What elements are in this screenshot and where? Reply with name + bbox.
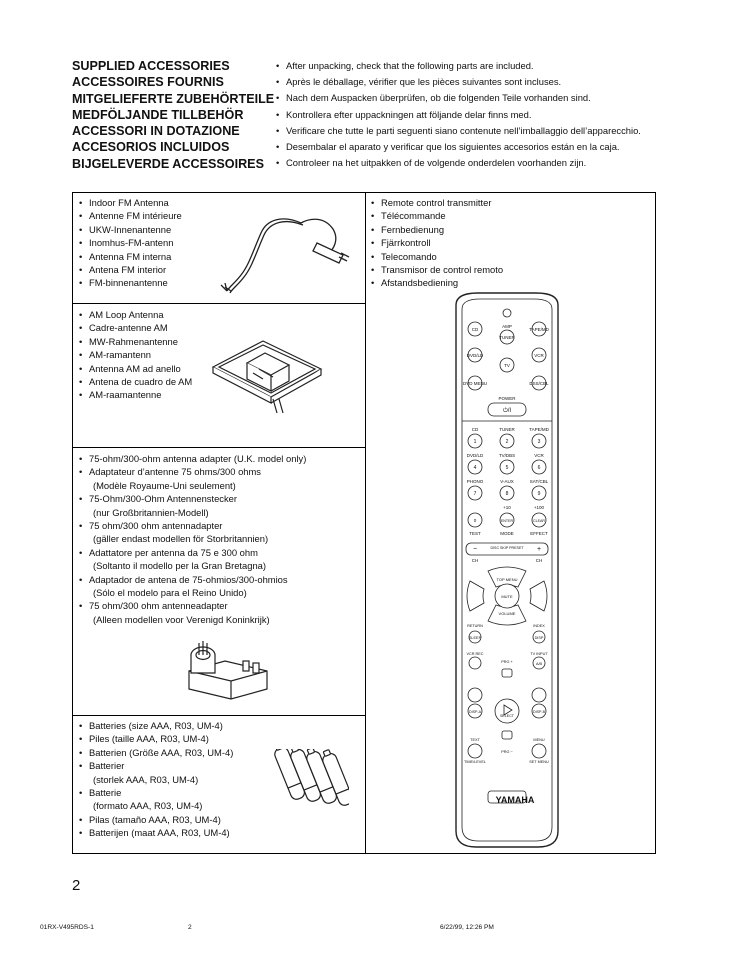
list-item: • AM-ramantenn xyxy=(79,349,152,361)
list-item: • AM-raamantenne xyxy=(79,389,162,401)
remote-label: A/B xyxy=(535,662,543,666)
fm-antenna-list xyxy=(79,196,182,290)
remote-label: INDEX xyxy=(533,624,545,628)
indicator-icon xyxy=(503,309,511,317)
list-item: • Antenne FM intérieure xyxy=(79,210,182,222)
remote-label: EFFECT xyxy=(530,531,548,536)
page-number: 2 xyxy=(72,877,81,894)
list-item: (nur Großbritannien-Modell) xyxy=(93,506,209,518)
list-item: • Batteries (size AAA, R03, UM-4) xyxy=(79,720,223,731)
list-item: (Sólo el modelo para el Reino Unido) xyxy=(93,587,247,599)
section-titles xyxy=(72,58,282,172)
list-item: • Indoor FM Antenna xyxy=(79,197,169,208)
list-item: • Antena de cuadro de AM xyxy=(79,376,193,388)
remote-label: DISP xyxy=(534,636,544,640)
list-item: • Fjärrkontroll xyxy=(371,237,431,249)
list-item: • Antenna FM interna xyxy=(79,250,172,262)
remote-label: VCR REC xyxy=(466,652,484,656)
remote-label: PRG − xyxy=(501,750,513,754)
list-item: • Cadre-antenne AM xyxy=(79,322,168,334)
remote-label: PRG + xyxy=(501,660,513,664)
list-item: • Remote control transmitter xyxy=(371,197,492,208)
intro-item: • Kontrollera efter uppackningen att följande delar finns med. xyxy=(276,108,532,120)
remote-key: 1 xyxy=(473,439,477,445)
remote-label: DISP-A xyxy=(469,710,481,714)
remote-label: TAPE/MD xyxy=(529,427,549,432)
remote-label: TV/DBS xyxy=(498,453,516,458)
title-de: MITGELIEFERTE ZUBEHÖRTEILE xyxy=(72,91,275,106)
list-item: • Pilas (tamaño AAA, R03, UM-4) xyxy=(79,813,221,825)
fm-antenna-illustration xyxy=(213,205,353,295)
remote-label: V-AUX xyxy=(500,479,514,484)
remote-label: VCR xyxy=(534,353,544,358)
antenna-adapter-illustration xyxy=(181,633,273,701)
am-antenna-list xyxy=(79,308,192,402)
am-loop-antenna-illustration xyxy=(203,323,333,418)
remote-key: 7 xyxy=(473,491,477,497)
brand-logo: YAMAHA xyxy=(495,795,535,805)
remote-label: TV xyxy=(504,363,510,368)
remote-key: 3 xyxy=(537,439,541,445)
intro-item: • Desembalar el aparato y verificar que los siguientes accesorios están en la caja. xyxy=(276,141,620,153)
remote-label: DISP-B xyxy=(533,710,545,714)
list-item: • Batterien (Größe AAA, R03, UM-4) xyxy=(79,746,234,758)
row-divider xyxy=(73,447,365,448)
list-item: • AM Loop Antenna xyxy=(79,309,164,320)
list-item: (Alleen modellen voor Verenigd Koninkrijk) xyxy=(93,613,270,625)
remote-label: DISC SKIP PRESET xyxy=(490,546,524,550)
batteries-list xyxy=(79,719,233,840)
remote-list xyxy=(371,196,503,290)
list-item: • 75-ohm/300-ohm antenna adapter (U.K. model only) xyxy=(79,453,307,464)
remote-control-illustration xyxy=(448,291,566,851)
title-it: ACCESSORI IN DOTAZIONE xyxy=(72,124,240,139)
list-item: (storlek AAA, R03, UM-4) xyxy=(93,773,199,785)
list-item: • Telecomando xyxy=(371,250,437,262)
remote-label: CH xyxy=(535,558,543,563)
remote-key: 4 xyxy=(473,465,477,471)
remote-label: PHONO xyxy=(466,479,484,484)
remote-label: TEXT xyxy=(470,738,480,742)
title-fr: ACCESSOIRES FOURNIS xyxy=(72,75,224,90)
list-item: (Soltanto il modello per la Gran Bretagna) xyxy=(93,560,267,572)
list-item: • Transmisor de control remoto xyxy=(371,264,504,276)
remote-key: 6 xyxy=(537,465,541,471)
intro-item: • After unpacking, check that the following parts are included. xyxy=(276,60,534,71)
remote-label: TIME/LEVEL xyxy=(464,760,486,764)
list-item: • Afstandsbediening xyxy=(371,277,459,289)
remote-label: DVD/LD xyxy=(466,353,484,358)
remote-label: SELECT xyxy=(500,714,514,718)
remote-label: MUTE xyxy=(501,594,513,599)
list-item: (formato AAA, R03, UM-4) xyxy=(93,800,203,812)
remote-key: 8 xyxy=(505,491,509,497)
list-item: • FM-binnenantenne xyxy=(79,277,168,289)
list-item: • Adattatore per antenna da 75 e 300 ohm xyxy=(79,546,258,558)
remote-label: DVD/LD xyxy=(466,453,484,458)
list-item: • 75-Ohm/300-Ohm Antennenstecker xyxy=(79,493,237,505)
remote-label: +10 xyxy=(503,505,511,510)
list-item: • 75 ohm/300 ohm antennadapter xyxy=(79,520,223,532)
footer-page: 2 xyxy=(188,924,192,931)
remote-label: POWER xyxy=(498,396,516,401)
title-en: SUPPLIED ACCESSORIES xyxy=(72,59,230,73)
title-sv: MEDFÖLJANDE TILLBEHÖR xyxy=(72,107,244,122)
svg-text:−: − xyxy=(472,546,478,553)
svg-text:+: + xyxy=(536,546,542,553)
list-item: • Inomhus-FM-antenn xyxy=(79,237,174,249)
remote-key: 0 xyxy=(473,518,477,523)
remote-label: SAT/CBL xyxy=(529,479,549,484)
remote-label: DSS/CBL xyxy=(529,381,549,386)
remote-label: DVD MENU xyxy=(462,381,488,386)
intro-item: • Controleer na het uitpakken of de volgende onderdelen voorhanden zijn. xyxy=(276,157,587,169)
remote-key: 2 xyxy=(505,439,509,445)
remote-label: CH xyxy=(471,558,479,563)
remote-label: SET MENU xyxy=(529,760,549,764)
remote-label: CD xyxy=(471,427,479,432)
remote-label: AMP xyxy=(502,324,512,329)
remote-label: SLEEP xyxy=(468,636,482,640)
list-item: • Piles (taille AAA, R03, UM-4) xyxy=(79,733,209,745)
remote-label: +100 xyxy=(533,505,545,510)
intro-list xyxy=(276,58,676,171)
remote-label: VOLUME xyxy=(498,611,516,616)
list-item: • 75 ohm/300 ohm antenneadapter xyxy=(79,600,228,612)
intro-item: • Après le déballage, vérifier que les pièces suivantes sont incluses. xyxy=(276,76,562,88)
power-icon: ⏻/I xyxy=(502,408,512,414)
list-item: • Adaptateur d’antenne 75 ohms/300 ohms xyxy=(79,466,261,478)
remote-label: TOP MENU xyxy=(496,577,518,582)
list-item: • UKW-Innenantenne xyxy=(79,223,172,235)
row-divider xyxy=(73,303,365,304)
row-divider xyxy=(73,715,365,716)
remote-key: ENTER xyxy=(500,519,514,523)
remote-key: CLEAR xyxy=(533,519,545,523)
accessories-table xyxy=(72,192,656,854)
title-es: ACCESORIOS INCLUIDOS xyxy=(72,140,230,155)
list-item: • Télécommande xyxy=(371,210,446,222)
list-item: • Adaptador de antena de 75-ohmios/300-ohmios xyxy=(79,573,288,585)
remote-label: MODE xyxy=(500,531,514,536)
remote-label: RETURN xyxy=(467,624,483,628)
list-item: • Fernbedienung xyxy=(371,223,445,235)
batteries-illustration xyxy=(229,749,349,811)
remote-label: VCR xyxy=(534,453,544,458)
intro-item: • Nach dem Auspacken überprüfen, ob die folgenden Teile vorhanden sind. xyxy=(276,92,591,104)
remote-label: TAPE/MD xyxy=(529,327,549,332)
antenna-adapter-list xyxy=(79,452,306,626)
remote-label: MENU xyxy=(533,738,545,742)
remote-label: TEST xyxy=(469,531,481,536)
remote-label: TV INPUT xyxy=(530,652,548,656)
remote-key: 5 xyxy=(505,465,509,471)
intro-item: • Verificare che tutte le parti seguenti siano contenute nell’imballaggio dell’apparecchio. xyxy=(276,124,641,136)
list-item: (gäller endast modellen för Storbritannien) xyxy=(93,533,269,545)
list-item: • Batterijen (maat AAA, R03, UM-4) xyxy=(79,827,230,839)
list-item: • Batterie xyxy=(79,787,122,799)
remote-label: CD xyxy=(471,327,479,332)
title-nl: BIJGELEVERDE ACCESSOIRES xyxy=(72,156,264,171)
footer-file: 01RX-V495RDS-1 xyxy=(40,924,94,931)
remote-label: TUNER xyxy=(499,335,515,340)
list-item: (Modèle Royaume-Uni seulement) xyxy=(93,479,236,491)
list-item: • Antena FM interior xyxy=(79,264,167,276)
list-item: • Antenna AM ad anello xyxy=(79,362,181,374)
column-divider xyxy=(365,193,366,854)
remote-label: TUNER xyxy=(499,427,515,432)
list-item: • MW-Rahmenantenne xyxy=(79,335,178,347)
footer-date: 6/22/99, 12:26 PM xyxy=(440,924,494,931)
remote-key: 9 xyxy=(537,491,541,497)
list-item: • Batterier xyxy=(79,760,125,772)
